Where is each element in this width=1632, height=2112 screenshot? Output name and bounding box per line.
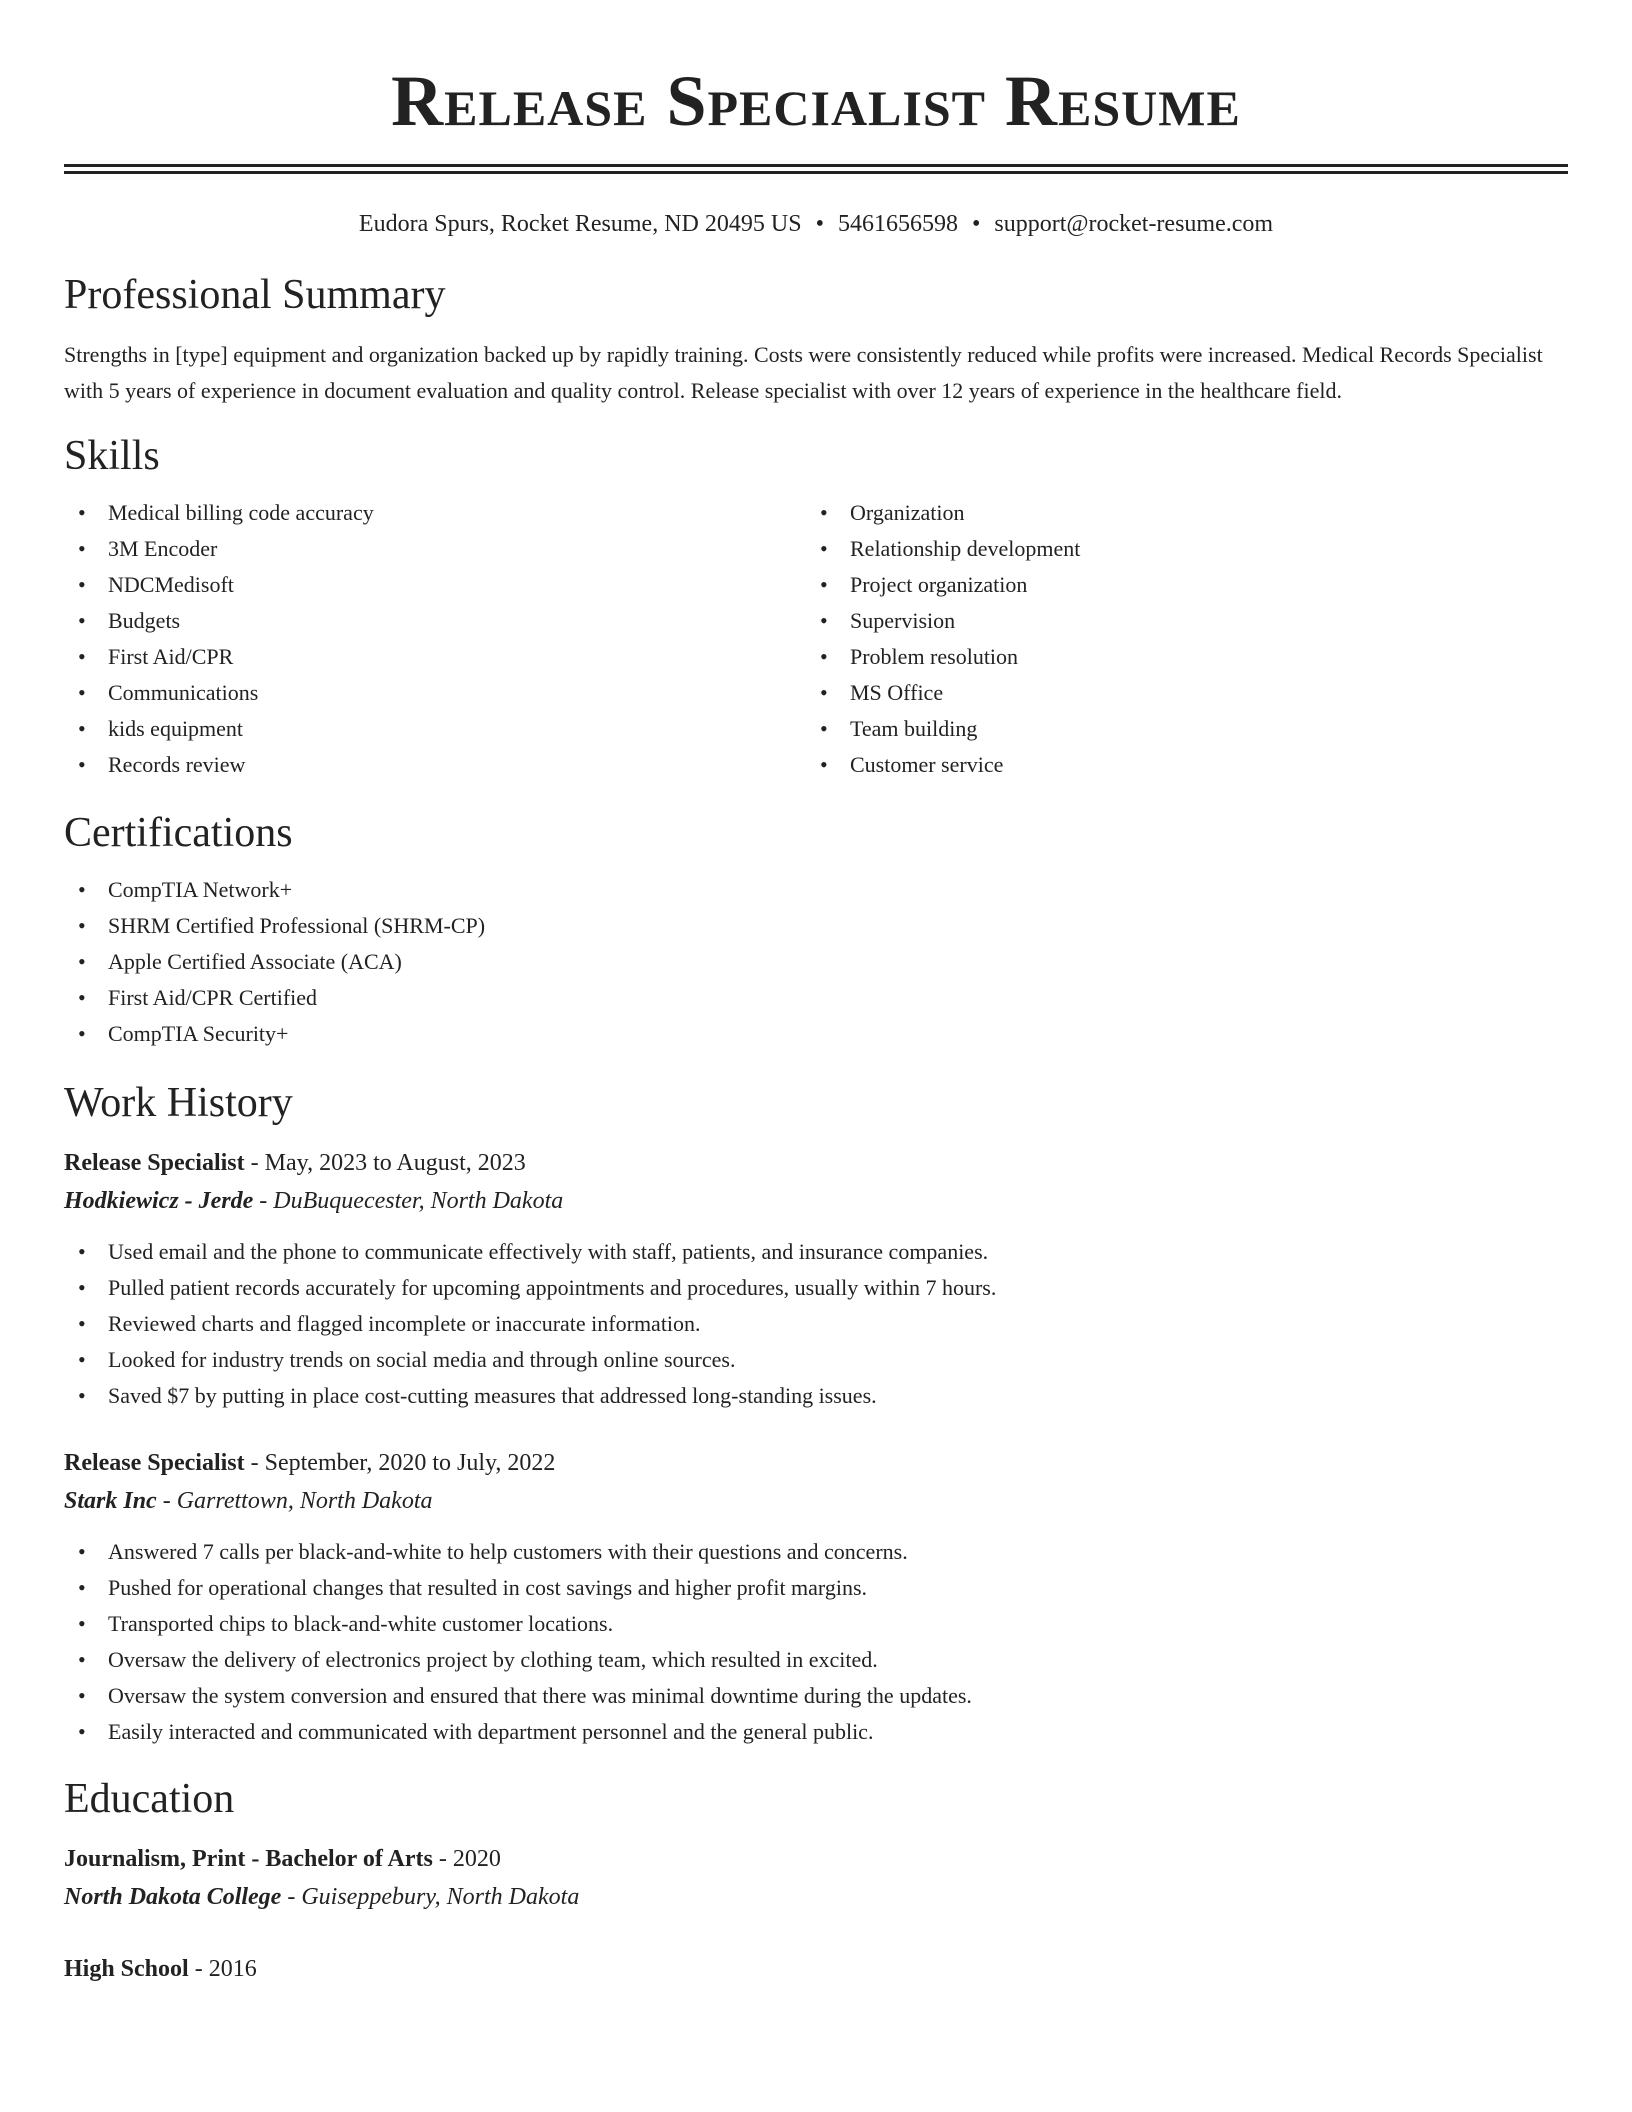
job-title: Release Specialist — [64, 1150, 245, 1176]
contact-email: support@rocket-resume.com — [994, 211, 1274, 237]
page-title: Release Specialist Resume — [391, 61, 1241, 141]
education-year: 2020 — [452, 1846, 501, 1872]
job-location: DuBuquecester, North Dakota — [273, 1188, 564, 1214]
job-entry — [64, 1444, 1568, 1750]
summary-heading: Professional Summary — [64, 272, 446, 318]
job-bullet: • Oversaw the delivery of electronics project by clothing team, which resulted in excited. — [78, 1647, 878, 1672]
education-degree-line: High School - 2016 — [64, 1956, 257, 1982]
job-company: Stark Inc — [64, 1488, 157, 1514]
resume-page — [64, 0, 1568, 1988]
contact-phone: 5461656598 — [837, 211, 958, 237]
education-school-line: North Dakota College - Guiseppebury, North Dakota — [64, 1884, 580, 1910]
skill-item: • NDCMedisoft — [78, 572, 234, 597]
education-heading: Education — [64, 1776, 235, 1822]
contact-address: Eudora Spurs, Rocket Resume, ND 20495 US — [358, 211, 802, 237]
job-bullet: • Used email and the phone to communicate effectively with staff, patients, and insurance companies. — [78, 1239, 989, 1264]
certification-item: • Apple Certified Associate (ACA) — [78, 949, 402, 974]
skills-heading: Skills — [64, 433, 160, 479]
job-company: Hodkiewicz - Jerde — [64, 1188, 254, 1214]
skill-item: • First Aid/CPR — [78, 644, 234, 669]
education-entry — [64, 1840, 1568, 1916]
certifications-list — [64, 872, 1568, 1052]
skill-item: • Customer service — [820, 752, 1004, 777]
skill-item: • Supervision — [820, 608, 956, 633]
skills-list — [64, 495, 1568, 783]
skill-item: • 3M Encoder — [78, 536, 218, 561]
skill-item: • Communications — [78, 680, 259, 705]
divider-line-bottom — [64, 171, 1568, 174]
certification-item: • CompTIA Security+ — [78, 1021, 289, 1046]
skills-column-left — [64, 495, 806, 783]
job-location: Garrettown, North Dakota — [176, 1488, 433, 1514]
skill-item: • MS Office — [820, 680, 944, 705]
job-bullet: • Oversaw the system conversion and ensured that there was minimal downtime during the updates. — [78, 1683, 972, 1708]
education-year: 2016 — [208, 1956, 257, 1982]
contact-separator: • — [971, 211, 981, 237]
skill-item: • Budgets — [78, 608, 181, 633]
job-bullets — [64, 1234, 1568, 1414]
skill-item: • Medical billing code accuracy — [78, 500, 374, 525]
skill-item: • Team building — [820, 716, 978, 741]
title-divider — [64, 164, 1568, 176]
education-location: Guiseppebury, North Dakota — [301, 1884, 580, 1910]
job-dates: May, 2023 to August, 2023 — [264, 1150, 526, 1176]
skill-item: • Project organization — [820, 572, 1028, 597]
job-title: Release Specialist — [64, 1450, 245, 1476]
skill-item: • Relationship development — [820, 536, 1081, 561]
job-company-line: Hodkiewicz - Jerde - DuBuquecester, North Dakota — [64, 1188, 564, 1214]
job-title-line: Release Specialist - September, 2020 to July, 2022 — [64, 1450, 556, 1476]
contact-line — [64, 209, 1568, 239]
job-bullet: • Transported chips to black-and-white customer locations. — [78, 1611, 614, 1636]
skill-item: • kids equipment — [78, 716, 244, 741]
job-bullet: • Easily interacted and communicated with department personnel and the general public. — [78, 1719, 874, 1744]
divider-line-top — [64, 164, 1568, 167]
education-degree-line: Journalism, Print - Bachelor of Arts - 2020 — [64, 1846, 501, 1872]
job-bullet: • Saved $7 by putting in place cost-cutting measures that addressed long-standing issues. — [78, 1383, 877, 1408]
education-school: North Dakota College — [64, 1884, 282, 1910]
skill-item: • Problem resolution — [820, 644, 1019, 669]
job-entry — [64, 1144, 1568, 1414]
summary-text: Strengths in [type] equipment and organization backed up by rapidly training. Costs were consistently reduced while profits were increased. Medical Records Specialist with 5 years of experience in document evaluation and quality control. Release specialist with over 12 years of experience in the healthcare field. — [64, 342, 1543, 403]
job-title-line: Release Specialist - May, 2023 to August, 2023 — [64, 1150, 526, 1176]
job-bullet: • Pulled patient records accurately for upcoming appointments and procedures, usually within 7 hours. — [78, 1275, 997, 1300]
certifications-heading: Certifications — [64, 810, 293, 856]
skills-column-right — [806, 495, 1548, 783]
skill-item: • Records review — [78, 752, 246, 777]
job-bullet: • Answered 7 calls per black-and-white to help customers with their questions and concerns. — [78, 1539, 908, 1564]
job-bullet: • Reviewed charts and flagged incomplete or inaccurate information. — [78, 1311, 701, 1336]
education-degree: High School — [64, 1956, 189, 1982]
education-entry — [64, 1950, 1568, 1988]
certification-item: • SHRM Certified Professional (SHRM-CP) — [78, 913, 486, 938]
certification-item: • First Aid/CPR Certified — [78, 985, 318, 1010]
job-bullets — [64, 1534, 1568, 1750]
job-dates: September, 2020 to July, 2022 — [264, 1450, 556, 1476]
education-degree: Journalism, Print - Bachelor of Arts — [64, 1846, 433, 1872]
job-company-line: Stark Inc - Garrettown, North Dakota — [64, 1488, 433, 1514]
skill-item: • Organization — [820, 500, 965, 525]
certification-item: • CompTIA Network+ — [78, 877, 293, 902]
work-history-heading: Work History — [64, 1080, 293, 1126]
job-bullet: • Looked for industry trends on social media and through online sources. — [78, 1347, 736, 1372]
contact-separator: • — [815, 211, 824, 237]
job-bullet: • Pushed for operational changes that resulted in cost savings and higher profit margins. — [78, 1575, 868, 1600]
